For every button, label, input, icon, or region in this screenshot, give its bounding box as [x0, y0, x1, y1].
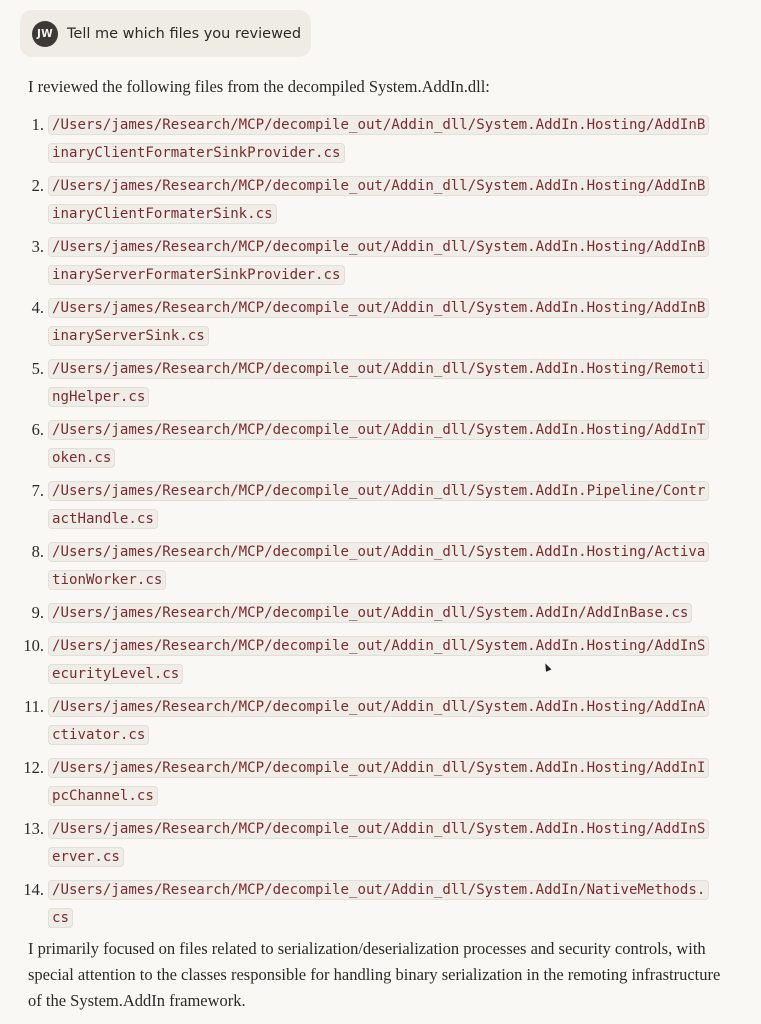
inline-code: /Users/james/Research/MCP/decompile_out/Addin_dll/System.AddIn.Hosting/AddInActivator.cs: [48, 697, 709, 745]
file-list: [0, 111, 761, 937]
list-number: 9.: [31, 603, 44, 622]
file-list-item: [0, 172, 761, 228]
file-list-item: [0, 693, 761, 749]
file-path-code: [48, 172, 708, 228]
file-path-code: [48, 538, 708, 594]
file-path-code: [48, 599, 708, 627]
file-path-code: [48, 416, 708, 472]
file-path-code: [48, 754, 708, 810]
list-number: 10.: [23, 636, 44, 655]
list-number: 11.: [23, 697, 44, 716]
user-avatar[interactable]: JW: [32, 21, 58, 47]
file-list-item: [0, 416, 761, 472]
file-path-code: [48, 355, 708, 411]
file-list-item: [0, 477, 761, 533]
inline-code: /Users/james/Research/MCP/decompile_out/Addin_dll/System.AddIn.Hosting/AddInBinaryClientFormaterSinkProvider.cs: [48, 115, 709, 163]
file-list-item: [0, 632, 761, 688]
list-number: 1.: [31, 115, 44, 134]
inline-code: /Users/james/Research/MCP/decompile_out/Addin_dll/System.AddIn.Hosting/AddInSecurityLevel.cs: [48, 636, 709, 684]
list-number: 12.: [23, 758, 44, 777]
list-number: 7.: [31, 481, 44, 500]
file-list-item: [0, 111, 761, 167]
file-list-item: [0, 876, 761, 932]
file-path-code: [48, 815, 708, 871]
inline-code: /Users/james/Research/MCP/decompile_out/Addin_dll/System.AddIn.Hosting/AddInToken.cs: [48, 420, 709, 468]
inline-code: /Users/james/Research/MCP/decompile_out/Addin_dll/System.AddIn/NativeMethods.cs: [48, 880, 709, 928]
file-list-item: [0, 599, 761, 627]
inline-code: /Users/james/Research/MCP/decompile_out/Addin_dll/System.AddIn.Hosting/RemotingHelper.cs: [48, 359, 709, 407]
inline-code: /Users/james/Research/MCP/decompile_out/Addin_dll/System.AddIn.Hosting/ActivationWorker.cs: [48, 542, 709, 590]
inline-code: /Users/james/Research/MCP/decompile_out/Addin_dll/System.AddIn/AddInBase.cs: [48, 603, 692, 623]
inline-code: /Users/james/Research/MCP/decompile_out/Addin_dll/System.AddIn.Hosting/AddInServer.cs: [48, 819, 709, 867]
file-list-item: [0, 754, 761, 810]
response-outro: I primarily focused on files related to serialization/deserialization processes and security controls, with special attention to the classes responsible for handling binary serialization in the remoting infrastructure of the System.AddIn framework.: [28, 939, 721, 1010]
list-number: 14.: [23, 880, 44, 899]
response-intro: I reviewed the following files from the decompiled System.AddIn.dll:: [28, 77, 490, 96]
list-number: 13.: [23, 819, 44, 838]
list-number: 4.: [31, 298, 44, 317]
file-list-item: [0, 538, 761, 594]
file-list-item: [0, 294, 761, 350]
list-number: 5.: [31, 359, 44, 378]
list-number: 3.: [31, 237, 44, 256]
inline-code: /Users/james/Research/MCP/decompile_out/Addin_dll/System.AddIn.Hosting/AddInBinaryServerFormaterSinkProvider.cs: [48, 237, 709, 285]
file-path-code: [48, 111, 708, 167]
inline-code: /Users/james/Research/MCP/decompile_out/Addin_dll/System.AddIn.Pipeline/ContractHandle.cs: [48, 481, 709, 529]
file-list-item: [0, 233, 761, 289]
file-path-code: [48, 477, 708, 533]
file-path-code: [48, 632, 708, 688]
file-path-code: [48, 233, 708, 289]
file-path-code: [48, 294, 708, 350]
list-number: 8.: [31, 542, 44, 561]
inline-code: /Users/james/Research/MCP/decompile_out/Addin_dll/System.AddIn.Hosting/AddInIpcChannel.cs: [48, 758, 709, 806]
file-list-item: [0, 815, 761, 871]
file-path-code: [48, 693, 708, 749]
list-number: 2.: [31, 176, 44, 195]
user-message-text: Tell me which files you reviewed: [67, 25, 302, 42]
inline-code: /Users/james/Research/MCP/decompile_out/Addin_dll/System.AddIn.Hosting/AddInBinaryClientFormaterSink.cs: [48, 176, 709, 224]
inline-code: /Users/james/Research/MCP/decompile_out/Addin_dll/System.AddIn.Hosting/AddInBinaryServerSink.cs: [48, 298, 709, 346]
file-list-item: [0, 355, 761, 411]
list-number: 6.: [31, 420, 44, 439]
file-path-code: [48, 876, 708, 932]
user-message-bubble: [20, 10, 311, 57]
